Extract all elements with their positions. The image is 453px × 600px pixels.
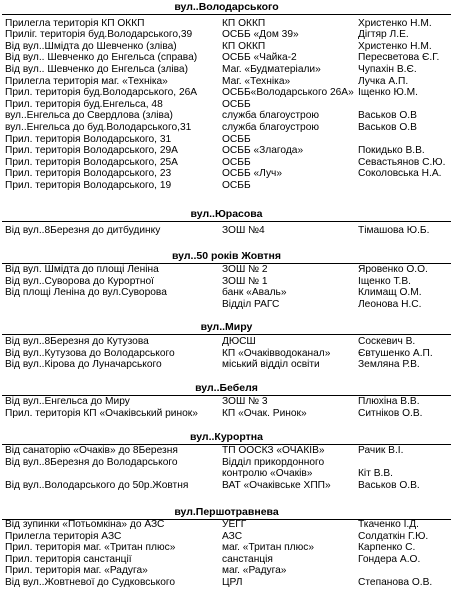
table-row <box>0 299 453 310</box>
responsible-person-cell: Соколовська Н.А. <box>358 168 442 180</box>
organization-cell: КП «Очаківводоканал» <box>222 347 331 359</box>
responsible-person-cell: Ситніков О.В. <box>358 407 423 419</box>
location-cell: Від вул.. Шевченко до Енгельса (зліва) <box>5 63 188 75</box>
table-row <box>0 18 453 29</box>
table-row <box>0 480 453 491</box>
table-row <box>0 76 453 87</box>
location-cell: вул..Енгельса до Свердлова (зліва) <box>5 110 173 122</box>
location-cell: Прил. територія Володарського, 25А <box>5 156 178 168</box>
location-cell: Прил. територія буд.Енгельса, 48 <box>5 98 163 110</box>
location-cell: Від площі Леніна до вул.Суворова <box>5 287 167 299</box>
responsible-person-cell: Кіт В.В. <box>358 468 393 480</box>
table-row <box>0 519 453 530</box>
organization-cell: УЕГГ <box>222 519 247 530</box>
organization-cell: ЦРЛ <box>222 577 243 588</box>
table-row <box>0 110 453 121</box>
responsible-person-cell: Євтушенко А.П. <box>358 347 433 359</box>
organization-cell: ОСББ «Чайка-2 <box>222 52 297 64</box>
table-row <box>0 468 453 479</box>
section-title: вул..Бебеля <box>195 382 258 394</box>
location-cell: Приліг. територія буд.Володарського,39 <box>5 29 193 41</box>
responsible-person-cell: Ткаченко І.Д. <box>358 519 419 530</box>
responsible-person-cell: Севастьянов С.Ю. <box>358 156 446 168</box>
location-cell: Прил. територія Володарського, 19 <box>5 179 172 191</box>
responsible-person-cell: Покидько В.В. <box>358 145 425 157</box>
location-cell: Від вул..Шмідта до Шевченко (зліва) <box>5 40 177 52</box>
responsible-person-cell: Пересветова Є.Г. <box>358 52 440 64</box>
table-row <box>0 157 453 168</box>
section-title: вул..Володарського <box>174 1 279 13</box>
responsible-person-cell: Васьков О.В. <box>358 479 420 491</box>
organization-cell: санстанція <box>222 553 273 565</box>
organization-cell: служба благоустрою <box>222 110 320 122</box>
table-row <box>0 348 453 359</box>
organization-cell: ОСББ «Дом 39» <box>222 29 299 41</box>
responsible-person-cell: Степанова О.В. <box>358 577 433 588</box>
location-cell: Прил. територія маг. «Тритан плюс» <box>5 542 176 554</box>
responsible-person-cell: Дігтяр Л.Е. <box>358 29 409 41</box>
table-row <box>0 457 453 468</box>
table-row <box>0 287 453 298</box>
organization-cell: ОСББ «Луч» <box>222 168 283 180</box>
location-cell: Від вул. Шмідта до площі Леніна <box>5 264 159 275</box>
section-title: вул..Курортна <box>190 431 263 443</box>
responsible-person-cell: Лучка А.П. <box>358 75 409 87</box>
responsible-person-cell: Климащ О.М. <box>358 287 422 299</box>
table-row <box>0 542 453 553</box>
table-row <box>0 145 453 156</box>
organization-cell: Відділ прикордонного <box>222 456 325 468</box>
responsible-person-cell: Васьков О.В <box>358 121 417 133</box>
location-cell: Від вул..8Березня до Володарського <box>5 456 178 468</box>
responsible-person-cell: Іщенко Ю.М. <box>358 87 418 99</box>
responsible-person-cell: Соскевич В. <box>358 336 416 347</box>
organization-cell: ОСББ <box>222 133 251 145</box>
table-row <box>0 168 453 179</box>
table-row <box>0 577 453 588</box>
location-cell: Від вул..Кірова до Луначарського <box>5 359 162 371</box>
organization-cell: маг. «Радуга» <box>222 565 287 577</box>
section-title: вул..Юрасова <box>190 208 263 220</box>
section-divider <box>2 14 451 15</box>
organization-cell: ЗОШ № 3 <box>222 396 268 407</box>
organization-cell: контролю «Очаків» <box>222 468 313 480</box>
responsible-person-cell: Плюхіна В.В. <box>358 396 420 407</box>
responsible-person-cell: Тімашова Ю.Б. <box>358 225 430 236</box>
organization-cell: АЗС <box>222 530 243 542</box>
table-row <box>0 554 453 565</box>
organization-cell: ВАТ «Очаківське ХПП» <box>222 479 331 491</box>
responsible-person-cell: Васьков О.В <box>358 110 417 122</box>
organization-cell: Відділ РАГС <box>222 298 280 310</box>
organization-cell: міський відділ освіти <box>222 359 320 371</box>
location-cell: Прилегла територія маг. «Техніка» <box>5 75 168 87</box>
organization-cell: служба благоустрою <box>222 121 320 133</box>
organization-cell: ОСББ <box>222 98 251 110</box>
organization-cell: КП «Очак. Ринок» <box>222 407 307 419</box>
organization-cell: ЗОШ №4 <box>222 225 265 236</box>
organization-cell: ОСББ <box>222 179 251 191</box>
table-row <box>0 41 453 52</box>
table-row <box>0 134 453 145</box>
location-cell: Прил. територія Володарського, 23 <box>5 168 172 180</box>
responsible-person-cell: Земляна Р.В. <box>358 359 420 371</box>
table-row <box>0 225 453 236</box>
responsible-person-cell: Христенко Н.М. <box>358 17 432 29</box>
responsible-person-cell: Гондера А.О. <box>358 553 421 565</box>
location-cell: Від вул..Кутузова до Володарського <box>5 347 175 359</box>
table-row <box>0 336 453 347</box>
table-row <box>0 445 453 456</box>
responsible-person-cell: Рачик В.І. <box>358 445 404 456</box>
responsible-person-cell: Христенко Н.М. <box>358 40 432 52</box>
section-divider <box>2 334 451 335</box>
table-row <box>0 408 453 419</box>
location-cell: Прилегла територія АЗС <box>5 530 122 542</box>
location-cell: Від вул..Енгельса до Миру <box>5 396 130 407</box>
table-row <box>0 29 453 40</box>
organization-cell: маг. «Тритан плюс» <box>222 542 315 554</box>
section-divider <box>2 221 451 222</box>
section-title: вул..Миру <box>200 321 253 333</box>
organization-cell: Маг. «Будматеріали» <box>222 63 321 75</box>
location-cell: Від санаторію «Очаків» до 8Березня <box>5 445 178 456</box>
location-cell: Прил. територія санстанції <box>5 553 132 565</box>
table-row <box>0 64 453 75</box>
table-row <box>0 276 453 287</box>
location-cell: Від вул..8Березня до дитбудинку <box>5 225 161 236</box>
organization-cell: ТП ООСКЗ «ОЧАКІВ» <box>222 445 325 456</box>
table-row <box>0 180 453 191</box>
organization-cell: КП ОККП <box>222 40 266 52</box>
organization-cell: ОСББ «Злагода» <box>222 145 304 157</box>
location-cell: Від вул..Суворова до Курортної <box>5 275 154 287</box>
location-cell: Від вул..8Березня до Кутузова <box>5 336 149 347</box>
location-cell: Від вул..Володарського до 50р.Жовтня <box>5 479 189 491</box>
responsible-person-cell: Карпенко С. <box>358 542 416 554</box>
location-cell: Від вул..Жовтневої до Судковського <box>5 577 176 588</box>
responsible-person-cell: Леонова Н.С. <box>358 298 422 310</box>
organization-cell: ОСББ«Володарського 26А» <box>222 87 354 99</box>
table-row <box>0 87 453 98</box>
responsible-person-cell: Чупахін В.Є. <box>358 63 417 75</box>
table-row <box>0 359 453 370</box>
table-row <box>0 264 453 275</box>
responsible-person-cell: Іщенко Т.В. <box>358 275 412 287</box>
table-row <box>0 396 453 407</box>
location-cell: Прил. територія буд.Володарського, 26А <box>5 87 198 99</box>
responsible-person-cell: Солдаткін Г.Ю. <box>358 530 429 542</box>
location-cell: Прил. територія Володарського, 31 <box>5 133 172 145</box>
table-row <box>0 122 453 133</box>
location-cell: Прилегла територія КП ОККП <box>5 17 145 29</box>
table-row <box>0 565 453 576</box>
location-cell: Прил. територія КП «Очаківський ринок» <box>5 407 198 419</box>
table-row <box>0 531 453 542</box>
location-cell: вул..Енгельса до буд.Володарського,31 <box>5 121 192 133</box>
organization-cell: ОСББ <box>222 156 251 168</box>
organization-cell: Маг. «Техніка» <box>222 75 291 87</box>
section-title: вул.Першотравнева <box>174 506 279 518</box>
organization-cell: КП ОККП <box>222 17 266 29</box>
organization-cell: ЗОШ № 2 <box>222 264 268 275</box>
organization-cell: ДЮСШ <box>222 336 256 347</box>
location-cell: Від зупинки «Потьомкіна» до АЗС <box>5 519 165 530</box>
location-cell: Прил. територія маг. «Радуга» <box>5 565 148 577</box>
table-row <box>0 99 453 110</box>
location-cell: Від вул.. Шевченко до Енгельса (справа) <box>5 52 198 64</box>
organization-cell: банк «Аваль» <box>222 287 287 299</box>
table-row <box>0 52 453 63</box>
section-title: вул..50 років Жовтня <box>171 250 282 262</box>
organization-cell: ЗОШ № 1 <box>222 275 268 287</box>
location-cell: Прил. територія Володарського, 29А <box>5 145 178 157</box>
responsible-person-cell: Яровенко О.О. <box>358 264 428 275</box>
